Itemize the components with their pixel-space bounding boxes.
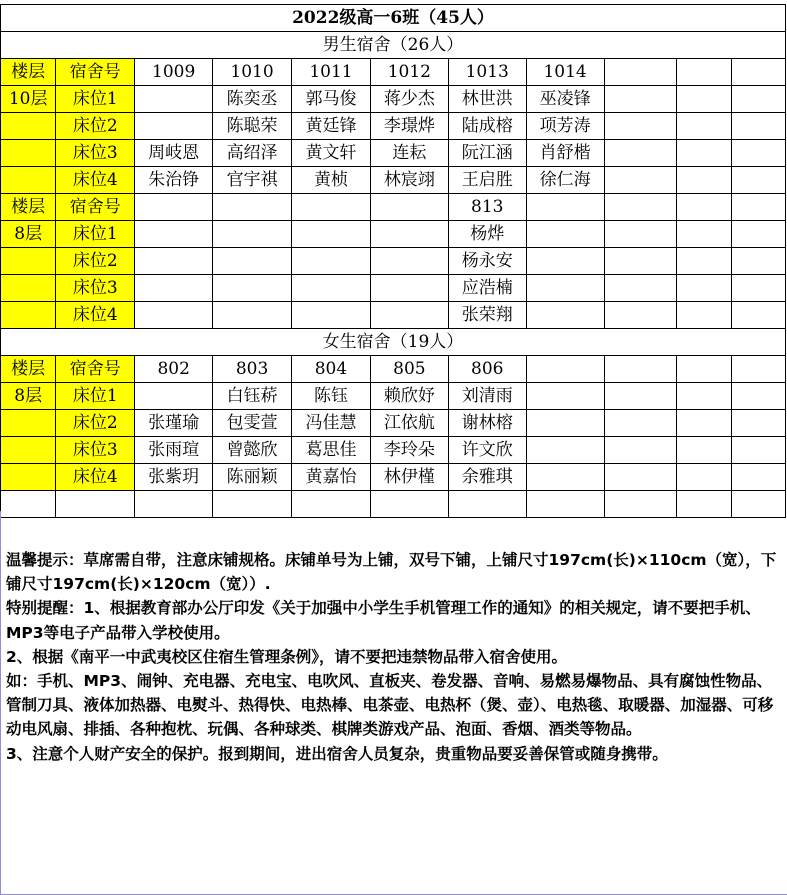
empty-cell[interactable] [370,302,448,329]
empty-cell[interactable] [604,194,677,221]
empty-cell[interactable] [604,356,677,383]
student-name[interactable]: 张雨瑄 [135,437,213,464]
empty-cell[interactable] [731,464,785,491]
empty-cell[interactable] [292,248,371,275]
room-number[interactable]: 804 [292,356,371,383]
bed-label[interactable]: 床位1 [56,86,135,113]
empty-cell[interactable] [526,248,604,275]
empty-cell[interactable] [677,464,731,491]
table-row [1,113,786,140]
floor-cell[interactable] [1,302,56,329]
header-label[interactable]: 楼层 [1,194,56,221]
empty-cell[interactable] [213,302,292,329]
student-name[interactable]: 周岐恩 [135,140,213,167]
floor-cell[interactable] [1,437,56,464]
empty-cell[interactable] [292,275,371,302]
empty-cell[interactable] [604,86,677,113]
room-number[interactable]: 806 [448,356,526,383]
empty-cell[interactable] [370,221,448,248]
empty-cell[interactable] [604,113,677,140]
bed-label[interactable]: 床位4 [56,464,135,491]
student-name[interactable]: 肖舒楷 [526,140,604,167]
empty-cell[interactable] [135,248,213,275]
empty-cell[interactable] [370,194,448,221]
empty-cell[interactable] [526,464,604,491]
student-name[interactable] [135,383,213,410]
student-name[interactable]: 杨烨 [448,221,526,248]
floor-cell[interactable] [1,113,56,140]
student-name[interactable]: 许文欣 [448,437,526,464]
empty-cell[interactable] [526,383,604,410]
empty-cell[interactable] [370,275,448,302]
table-row [1,167,786,194]
dormitory-table [0,4,786,518]
student-name[interactable]: 张瑾瑜 [135,410,213,437]
student-name[interactable]: 葛思佳 [292,437,371,464]
student-name[interactable]: 陆成榕 [448,113,526,140]
bed-label[interactable]: 床位3 [56,140,135,167]
student-name[interactable]: 包雯萱 [213,410,292,437]
header-label[interactable]: 宿舍号 [56,194,135,221]
note-special-1: 特别提醒：1、根据教育部办公厅印发《关于加强中小学生手机管理工作的通知》的相关规定，请不要把手机、MP3等电子产品带入学校使用。 [6,599,761,642]
empty-cell[interactable] [526,194,604,221]
empty-cell[interactable] [604,464,677,491]
student-name[interactable]: 江依航 [370,410,448,437]
empty-cell[interactable] [526,275,604,302]
student-name[interactable]: 连耘 [370,140,448,167]
empty-cell[interactable] [731,167,785,194]
empty-cell[interactable] [677,248,731,275]
room-number[interactable]: 1013 [448,59,526,86]
empty-cell[interactable] [526,356,604,383]
girls-section-title[interactable]: 女生宿舍（19人） [1,329,786,356]
empty-cell[interactable] [135,275,213,302]
empty-cell[interactable] [526,437,604,464]
empty-cell[interactable] [292,194,371,221]
table-row [1,383,786,410]
empty-cell[interactable] [677,302,731,329]
student-name[interactable]: 陈奕丞 [213,86,292,113]
student-name[interactable]: 杨永安 [448,248,526,275]
student-name[interactable]: 谢林榕 [448,410,526,437]
student-name[interactable]: 高绍泽 [213,140,292,167]
student-name[interactable]: 张紫玥 [135,464,213,491]
student-name[interactable]: 黄文轩 [292,140,371,167]
empty-cell[interactable] [677,356,731,383]
bed-label[interactable]: 床位4 [56,302,135,329]
student-name[interactable]: 黄桢 [292,167,371,194]
student-name[interactable]: 黄廷锋 [292,113,371,140]
empty-cell[interactable] [213,248,292,275]
empty-cell[interactable] [213,221,292,248]
room-number[interactable]: 803 [213,356,292,383]
empty-cell[interactable] [677,221,731,248]
table-row [1,86,786,113]
empty-cell[interactable] [677,167,731,194]
note-special-2: 2、根据《南平一中武夷校区住宿生管理条例》，请不要把违禁物品带入宿舍使用。 [6,647,568,666]
student-name[interactable]: 陈钰 [292,383,371,410]
room-number[interactable]: 1014 [526,59,604,86]
sheet-title[interactable]: 2022级高一6班（45人） [1,5,786,32]
boys-header-row [1,59,786,86]
empty-cell[interactable] [604,59,677,86]
student-name[interactable]: 刘清雨 [448,383,526,410]
empty-cell[interactable] [731,86,785,113]
student-name[interactable]: 林世洪 [448,86,526,113]
student-name[interactable]: 徐仁海 [526,167,604,194]
empty-cell[interactable] [135,194,213,221]
room-number[interactable]: 802 [135,356,213,383]
floor-cell[interactable] [1,140,56,167]
bed-label[interactable]: 床位2 [56,410,135,437]
table-row [1,302,786,329]
student-name[interactable]: 李璟烨 [370,113,448,140]
empty-cell[interactable] [604,437,677,464]
empty-cell[interactable] [604,221,677,248]
empty-cell[interactable] [135,302,213,329]
floor-cell[interactable] [1,167,56,194]
empty-cell[interactable] [731,383,785,410]
student-name[interactable]: 官宇祺 [213,167,292,194]
floor-cell[interactable]: 8层 [1,383,56,410]
room-number[interactable]: 1010 [213,59,292,86]
empty-cell[interactable] [731,437,785,464]
room-number[interactable]: 805 [370,356,448,383]
empty-cell[interactable] [370,248,448,275]
student-name[interactable]: 朱治铮 [135,167,213,194]
empty-cell[interactable] [677,86,731,113]
bed-label[interactable]: 床位3 [56,275,135,302]
student-name[interactable]: 阮江涵 [448,140,526,167]
empty-cell[interactable] [731,59,785,86]
empty-cell[interactable] [604,167,677,194]
empty-cell[interactable] [677,410,731,437]
bed-label[interactable]: 床位2 [56,113,135,140]
room-number[interactable]: 1012 [370,59,448,86]
student-name[interactable]: 赖欣妤 [370,383,448,410]
empty-cell[interactable] [731,302,785,329]
section-row [1,329,786,356]
empty-cell[interactable] [731,410,785,437]
student-name[interactable]: 冯佳慧 [292,410,371,437]
table-row [1,140,786,167]
table-row [1,275,786,302]
empty-cell[interactable] [604,302,677,329]
empty-cell[interactable] [604,248,677,275]
empty-cell[interactable] [677,437,731,464]
empty-cell[interactable] [604,140,677,167]
boys-section-title[interactable]: 男生宿舍（26人） [1,32,786,59]
student-name[interactable] [135,113,213,140]
bed-label[interactable]: 床位4 [56,167,135,194]
empty-cell[interactable] [731,140,785,167]
student-name[interactable]: 白钰菥 [213,383,292,410]
note-prohibited-items: 如：手机、MP3、闹钟、充电器、充电宝、电吹风、直板夹、卷发器、音响、易燃易爆物品、具有腐蚀性物品、管制刀具、液体加热器、电熨斗、热得快、电热棒、电茶壶、电热杯（煲、壶）、电热毯、取暖器、加湿器、可移动电风扇、排插、各种抱枕、玩偶、各种球类、棋牌类游戏产品、泡面、香烟、酒类等物品。 [6,672,774,739]
student-name[interactable] [135,86,213,113]
section-row [1,32,786,59]
student-name[interactable]: 王启胜 [448,167,526,194]
floor-cell[interactable] [1,248,56,275]
bed-label[interactable]: 床位2 [56,248,135,275]
empty-cell[interactable] [292,221,371,248]
student-name[interactable]: 郭马俊 [292,86,371,113]
room-number[interactable]: 813 [448,194,526,221]
student-name[interactable]: 曾懿欣 [213,437,292,464]
header-label[interactable]: 楼层 [1,59,56,86]
student-name[interactable]: 林宸翊 [370,167,448,194]
table-row [1,221,786,248]
bed-label[interactable]: 床位1 [56,383,135,410]
student-name[interactable]: 陈丽颖 [213,464,292,491]
empty-cell[interactable] [677,383,731,410]
student-name[interactable]: 应浩楠 [448,275,526,302]
empty-cell[interactable] [731,248,785,275]
empty-cell[interactable] [731,113,785,140]
student-name[interactable]: 项芳涛 [526,113,604,140]
bed-label[interactable]: 床位1 [56,221,135,248]
empty-cell[interactable] [677,59,731,86]
empty-cell[interactable] [677,194,731,221]
floor-cell[interactable]: 10层 [1,86,56,113]
student-name[interactable]: 李玲朵 [370,437,448,464]
empty-cell[interactable] [604,410,677,437]
header-label[interactable]: 宿舍号 [56,356,135,383]
floor-cell[interactable] [1,410,56,437]
header-label[interactable]: 楼层 [1,356,56,383]
empty-cell[interactable] [677,113,731,140]
empty-cell[interactable] [213,194,292,221]
floor-cell[interactable]: 8层 [1,221,56,248]
note-special-3: 3、注意个人财产安全的保护。报到期间，进出宿舍人员复杂，贵重物品要妥善保管或随身携带。 [6,744,668,763]
table-row [1,410,786,437]
empty-cell[interactable] [213,275,292,302]
header-label[interactable]: 宿舍号 [56,59,135,86]
student-name[interactable]: 林伊槿 [370,464,448,491]
student-name[interactable]: 陈聪荣 [213,113,292,140]
empty-cell[interactable] [526,410,604,437]
empty-cell[interactable] [731,221,785,248]
empty-cell[interactable] [526,221,604,248]
student-name[interactable]: 张荣翔 [448,302,526,329]
floor-cell[interactable] [1,464,56,491]
empty-cell[interactable] [731,194,785,221]
empty-cell[interactable] [677,140,731,167]
empty-cell[interactable] [292,302,371,329]
student-name[interactable]: 余雅琪 [448,464,526,491]
table-row [1,464,786,491]
empty-cell[interactable] [731,275,785,302]
empty-cell[interactable] [526,302,604,329]
note-reminder: 温馨提示：草席需自带，注意床铺规格。床铺单号为上铺，双号下铺，上铺尺寸197cm(长)×110cm（宽），下铺尺寸197cm(长)×120cm（宽））. [6,551,777,594]
room-number[interactable]: 1009 [135,59,213,86]
boys-floor8-header-row [1,194,786,221]
room-number[interactable]: 1011 [292,59,371,86]
empty-cell[interactable] [135,221,213,248]
table-row [1,437,786,464]
student-name[interactable]: 巫凌锋 [526,86,604,113]
girls-header-row [1,356,786,383]
title-row [1,5,786,32]
empty-cell[interactable] [731,356,785,383]
empty-cell[interactable] [677,275,731,302]
student-name[interactable]: 黄嘉怡 [292,464,371,491]
table-row [1,248,786,275]
bed-label[interactable]: 床位3 [56,437,135,464]
floor-cell[interactable] [1,275,56,302]
empty-cell[interactable] [604,275,677,302]
student-name[interactable]: 蒋少杰 [370,86,448,113]
empty-cell[interactable] [604,383,677,410]
notes [6,548,778,766]
